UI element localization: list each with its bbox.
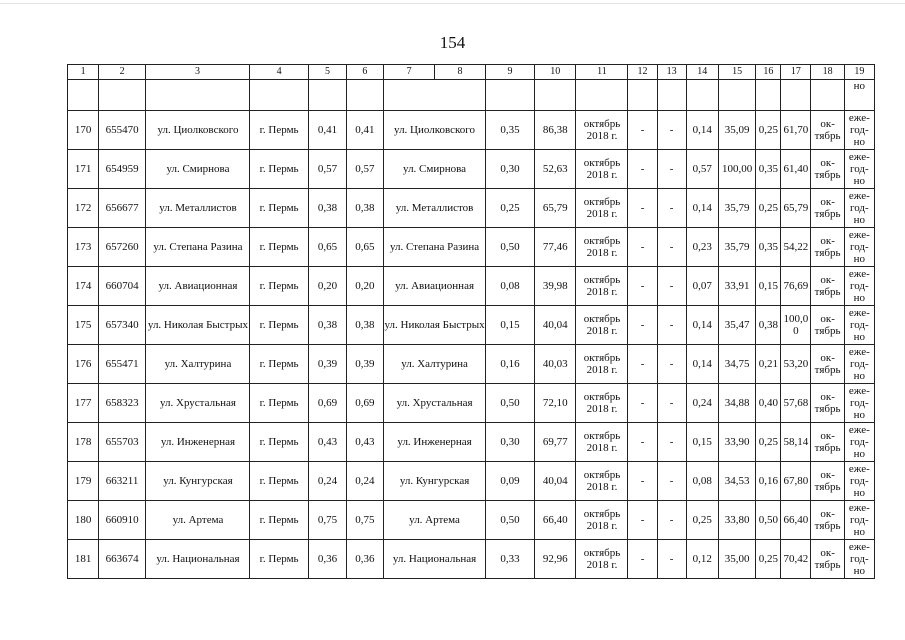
- city-name: г. Пермь: [249, 345, 308, 384]
- value-col9: 0,50: [486, 228, 535, 267]
- value-col13: -: [657, 150, 686, 189]
- value-col10: 77,46: [534, 228, 576, 267]
- value-col5: 0,39: [309, 345, 346, 384]
- period-cell: октябрь 2018 г.: [576, 111, 628, 150]
- value-col9: 0,09: [486, 462, 535, 501]
- value-col17: 61,70: [781, 111, 811, 150]
- value-col17: 53,20: [781, 345, 811, 384]
- month-cell: ок-тябрь: [811, 189, 844, 228]
- column-header: 8: [435, 65, 486, 80]
- value-col5: 0,69: [309, 384, 346, 423]
- frequency-cell: еже-год-но: [844, 306, 874, 345]
- value-col17: 66,40: [781, 501, 811, 540]
- street-name-2: ул. Металлистов: [384, 189, 486, 228]
- street-name: ул. Национальная: [145, 540, 249, 579]
- value-col13: -: [657, 267, 686, 306]
- value-col6: 0,65: [346, 228, 383, 267]
- period-cell: октябрь 2018 г.: [576, 384, 628, 423]
- value-col5: 0,20: [309, 267, 346, 306]
- continuation-row: [68, 80, 875, 111]
- value-col6: 0,43: [346, 423, 383, 462]
- row-number: 178: [68, 423, 99, 462]
- value-col12: -: [628, 462, 657, 501]
- city-name: г. Пермь: [249, 384, 308, 423]
- frequency-cell: еже-год-но: [844, 462, 874, 501]
- column-header: 19: [844, 65, 874, 80]
- column-header: 18: [811, 65, 844, 80]
- object-code: 660704: [99, 267, 146, 306]
- value-col5: 0,41: [309, 111, 346, 150]
- street-name: ул. Халтурина: [145, 345, 249, 384]
- value-col6: 0,41: [346, 111, 383, 150]
- city-name: г. Пермь: [249, 540, 308, 579]
- value-col14: 0,14: [686, 306, 718, 345]
- value-col16: 0,35: [756, 150, 781, 189]
- row-number: 175: [68, 306, 99, 345]
- value-col15: 33,91: [718, 267, 755, 306]
- value-col14: 0,07: [686, 267, 718, 306]
- value-col5: 0,38: [309, 189, 346, 228]
- value-col5: 0,38: [309, 306, 346, 345]
- value-col6: 0,38: [346, 306, 383, 345]
- value-col17: 54,22: [781, 228, 811, 267]
- value-col12: -: [628, 384, 657, 423]
- street-name-2: ул. Артема: [384, 501, 486, 540]
- frequency-cell: еже-год-но: [844, 111, 874, 150]
- value-col9: 0,30: [486, 150, 535, 189]
- value-col15: 35,47: [718, 306, 755, 345]
- value-col6: 0,36: [346, 540, 383, 579]
- value-col9: 0,30: [486, 423, 535, 462]
- column-header: 2: [99, 65, 146, 80]
- value-col15: 33,80: [718, 501, 755, 540]
- value-col15: 35,79: [718, 189, 755, 228]
- value-col12: -: [628, 306, 657, 345]
- period-cell: октябрь 2018 г.: [576, 423, 628, 462]
- value-col13: -: [657, 540, 686, 579]
- value-col14: 0,23: [686, 228, 718, 267]
- value-col16: 0,15: [756, 267, 781, 306]
- city-name: г. Пермь: [249, 423, 308, 462]
- scan-top-rule: [0, 3, 905, 4]
- value-col12: -: [628, 501, 657, 540]
- frequency-cell: еже-год-но: [844, 345, 874, 384]
- row-number: 180: [68, 501, 99, 540]
- value-col13: -: [657, 501, 686, 540]
- street-name-2: ул. Циолковского: [384, 111, 486, 150]
- period-cell: октябрь 2018 г.: [576, 501, 628, 540]
- column-header: 14: [686, 65, 718, 80]
- table-row: [68, 306, 875, 345]
- value-col13: -: [657, 384, 686, 423]
- value-col12: -: [628, 267, 657, 306]
- month-cell: ок-тябрь: [811, 423, 844, 462]
- column-header: 13: [657, 65, 686, 80]
- value-col13: -: [657, 228, 686, 267]
- street-name-2: ул. Николая Быстрых: [384, 306, 486, 345]
- object-code: 657340: [99, 306, 146, 345]
- value-col10: 72,10: [534, 384, 576, 423]
- value-col9: 0,16: [486, 345, 535, 384]
- value-col5: 0,75: [309, 501, 346, 540]
- value-col12: -: [628, 111, 657, 150]
- table-row: [68, 462, 875, 501]
- value-col10: 92,96: [534, 540, 576, 579]
- data-table: [67, 64, 875, 579]
- value-col16: 0,35: [756, 228, 781, 267]
- street-name: ул. Металлистов: [145, 189, 249, 228]
- value-col6: 0,57: [346, 150, 383, 189]
- row-number: 181: [68, 540, 99, 579]
- value-col10: 52,63: [534, 150, 576, 189]
- frequency-cell: еже-год-но: [844, 423, 874, 462]
- object-code: 660910: [99, 501, 146, 540]
- month-cell: ок-тябрь: [811, 540, 844, 579]
- street-name-2: ул. Смирнова: [384, 150, 486, 189]
- value-col16: 0,50: [756, 501, 781, 540]
- value-col14: 0,24: [686, 384, 718, 423]
- table-row: [68, 228, 875, 267]
- value-col5: 0,65: [309, 228, 346, 267]
- value-col16: 0,25: [756, 111, 781, 150]
- value-col15: 35,09: [718, 111, 755, 150]
- value-col10: 40,04: [534, 306, 576, 345]
- street-name-2: ул. Степана Разина: [384, 228, 486, 267]
- column-header: 3: [145, 65, 249, 80]
- column-header: 10: [534, 65, 576, 80]
- value-col10: 39,98: [534, 267, 576, 306]
- object-code: 663674: [99, 540, 146, 579]
- month-cell: ок-тябрь: [811, 228, 844, 267]
- value-col10: 66,40: [534, 501, 576, 540]
- value-col14: 0,15: [686, 423, 718, 462]
- frequency-cell: еже-год-но: [844, 150, 874, 189]
- table-row: [68, 501, 875, 540]
- street-name-2: ул. Кунгурская: [384, 462, 486, 501]
- table-row: [68, 150, 875, 189]
- object-code: 655470: [99, 111, 146, 150]
- value-col13: -: [657, 306, 686, 345]
- value-col14: 0,12: [686, 540, 718, 579]
- row-number: 173: [68, 228, 99, 267]
- street-name-2: ул. Авиационная: [384, 267, 486, 306]
- value-col6: 0,24: [346, 462, 383, 501]
- table-row: [68, 345, 875, 384]
- value-col15: 34,88: [718, 384, 755, 423]
- value-col10: 40,04: [534, 462, 576, 501]
- value-col9: 0,35: [486, 111, 535, 150]
- value-col9: 0,50: [486, 501, 535, 540]
- city-name: г. Пермь: [249, 267, 308, 306]
- value-col17: 100,0 0: [781, 306, 811, 345]
- value-col6: 0,69: [346, 384, 383, 423]
- street-name: ул. Николая Быстрых: [145, 306, 249, 345]
- city-name: г. Пермь: [249, 111, 308, 150]
- object-code: 663211: [99, 462, 146, 501]
- value-col16: 0,16: [756, 462, 781, 501]
- header-row: [68, 65, 875, 80]
- frequency-cell: еже-год-но: [844, 501, 874, 540]
- value-col14: 0,14: [686, 345, 718, 384]
- value-col5: 0,24: [309, 462, 346, 501]
- city-name: г. Пермь: [249, 189, 308, 228]
- value-col9: 0,08: [486, 267, 535, 306]
- value-col5: 0,36: [309, 540, 346, 579]
- value-col16: 0,21: [756, 345, 781, 384]
- value-col15: 100,00: [718, 150, 755, 189]
- value-col14: 0,57: [686, 150, 718, 189]
- value-col14: 0,14: [686, 189, 718, 228]
- period-cell: октябрь 2018 г.: [576, 189, 628, 228]
- city-name: г. Пермь: [249, 228, 308, 267]
- frequency-cell: еже-год-но: [844, 228, 874, 267]
- value-col15: 35,79: [718, 228, 755, 267]
- value-col5: 0,43: [309, 423, 346, 462]
- period-cell: октябрь 2018 г.: [576, 462, 628, 501]
- city-name: г. Пермь: [249, 306, 308, 345]
- value-col9: 0,33: [486, 540, 535, 579]
- value-col10: 40,03: [534, 345, 576, 384]
- object-code: 654959: [99, 150, 146, 189]
- value-col13: -: [657, 111, 686, 150]
- table-row: [68, 384, 875, 423]
- table-row: [68, 267, 875, 306]
- table-row: [68, 423, 875, 462]
- value-col16: 0,25: [756, 423, 781, 462]
- value-col12: -: [628, 423, 657, 462]
- table-row: [68, 189, 875, 228]
- value-col16: 0,38: [756, 306, 781, 345]
- value-col14: 0,08: [686, 462, 718, 501]
- column-header: 1: [68, 65, 99, 80]
- street-name: ул. Степана Разина: [145, 228, 249, 267]
- value-col15: 34,53: [718, 462, 755, 501]
- value-col6: 0,39: [346, 345, 383, 384]
- value-col14: 0,14: [686, 111, 718, 150]
- table-body: [68, 65, 875, 579]
- value-col10: 86,38: [534, 111, 576, 150]
- value-col6: 0,20: [346, 267, 383, 306]
- frequency-cell: еже-год-но: [844, 540, 874, 579]
- street-name: ул. Хрустальная: [145, 384, 249, 423]
- row-number: 179: [68, 462, 99, 501]
- month-cell: ок-тябрь: [811, 462, 844, 501]
- row-number: 176: [68, 345, 99, 384]
- value-col13: -: [657, 345, 686, 384]
- street-name: ул. Смирнова: [145, 150, 249, 189]
- value-col12: -: [628, 540, 657, 579]
- value-col12: -: [628, 150, 657, 189]
- month-cell: ок-тябрь: [811, 150, 844, 189]
- value-col6: 0,75: [346, 501, 383, 540]
- value-col15: 33,90: [718, 423, 755, 462]
- value-col12: -: [628, 189, 657, 228]
- value-col15: 35,00: [718, 540, 755, 579]
- street-name: ул. Кунгурская: [145, 462, 249, 501]
- table-row: [68, 540, 875, 579]
- value-col17: 58,14: [781, 423, 811, 462]
- street-name: ул. Инженерная: [145, 423, 249, 462]
- value-col16: 0,25: [756, 540, 781, 579]
- city-name: г. Пермь: [249, 462, 308, 501]
- period-cell: октябрь 2018 г.: [576, 150, 628, 189]
- value-col13: -: [657, 423, 686, 462]
- month-cell: ок-тябрь: [811, 306, 844, 345]
- value-col17: 61,40: [781, 150, 811, 189]
- object-code: 656677: [99, 189, 146, 228]
- month-cell: ок-тябрь: [811, 345, 844, 384]
- street-name-2: ул. Инженерная: [384, 423, 486, 462]
- column-header: 4: [249, 65, 308, 80]
- table-row: [68, 111, 875, 150]
- value-col17: 70,42: [781, 540, 811, 579]
- value-col9: 0,25: [486, 189, 535, 228]
- frequency-cell: еже-год-но: [844, 384, 874, 423]
- street-name: ул. Артема: [145, 501, 249, 540]
- page-number: 154: [439, 33, 466, 52]
- continuation-note: но: [853, 80, 866, 92]
- column-header: 6: [346, 65, 383, 80]
- value-col14: 0,25: [686, 501, 718, 540]
- street-name-2: ул. Национальная: [384, 540, 486, 579]
- value-col16: 0,40: [756, 384, 781, 423]
- city-name: г. Пермь: [249, 501, 308, 540]
- row-number: 174: [68, 267, 99, 306]
- month-cell: ок-тябрь: [811, 267, 844, 306]
- column-header: 16: [756, 65, 781, 80]
- street-name-2: ул. Халтурина: [384, 345, 486, 384]
- frequency-cell: еже-год-но: [844, 267, 874, 306]
- period-cell: октябрь 2018 г.: [576, 228, 628, 267]
- city-name: г. Пермь: [249, 150, 308, 189]
- column-header: 11: [576, 65, 628, 80]
- column-header: 7: [384, 65, 435, 80]
- period-cell: октябрь 2018 г.: [576, 540, 628, 579]
- row-number: 177: [68, 384, 99, 423]
- value-col17: 67,80: [781, 462, 811, 501]
- column-header: 5: [309, 65, 346, 80]
- value-col16: 0,25: [756, 189, 781, 228]
- column-header: 15: [718, 65, 755, 80]
- value-col15: 34,75: [718, 345, 755, 384]
- value-col10: 65,79: [534, 189, 576, 228]
- month-cell: ок-тябрь: [811, 501, 844, 540]
- row-number: 172: [68, 189, 99, 228]
- value-col9: 0,15: [486, 306, 535, 345]
- period-cell: октябрь 2018 г.: [576, 267, 628, 306]
- value-col12: -: [628, 345, 657, 384]
- value-col13: -: [657, 189, 686, 228]
- value-col5: 0,57: [309, 150, 346, 189]
- value-col13: -: [657, 462, 686, 501]
- value-col12: -: [628, 228, 657, 267]
- street-name-2: ул. Хрустальная: [384, 384, 486, 423]
- value-col9: 0,50: [486, 384, 535, 423]
- value-col17: 65,79: [781, 189, 811, 228]
- column-header: 12: [628, 65, 657, 80]
- street-name: ул. Авиационная: [145, 267, 249, 306]
- object-code: 657260: [99, 228, 146, 267]
- row-number: 170: [68, 111, 99, 150]
- period-cell: октябрь 2018 г.: [576, 345, 628, 384]
- object-code: 655471: [99, 345, 146, 384]
- value-col17: 57,68: [781, 384, 811, 423]
- row-number: 171: [68, 150, 99, 189]
- value-col17: 76,69: [781, 267, 811, 306]
- object-code: 655703: [99, 423, 146, 462]
- column-header: 17: [781, 65, 811, 80]
- column-header: 9: [486, 65, 535, 80]
- frequency-cell: еже-год-но: [844, 189, 874, 228]
- object-code: 658323: [99, 384, 146, 423]
- street-name: ул. Циолковского: [145, 111, 249, 150]
- period-cell: октябрь 2018 г.: [576, 306, 628, 345]
- month-cell: ок-тябрь: [811, 384, 844, 423]
- value-col6: 0,38: [346, 189, 383, 228]
- month-cell: ок-тябрь: [811, 111, 844, 150]
- value-col10: 69,77: [534, 423, 576, 462]
